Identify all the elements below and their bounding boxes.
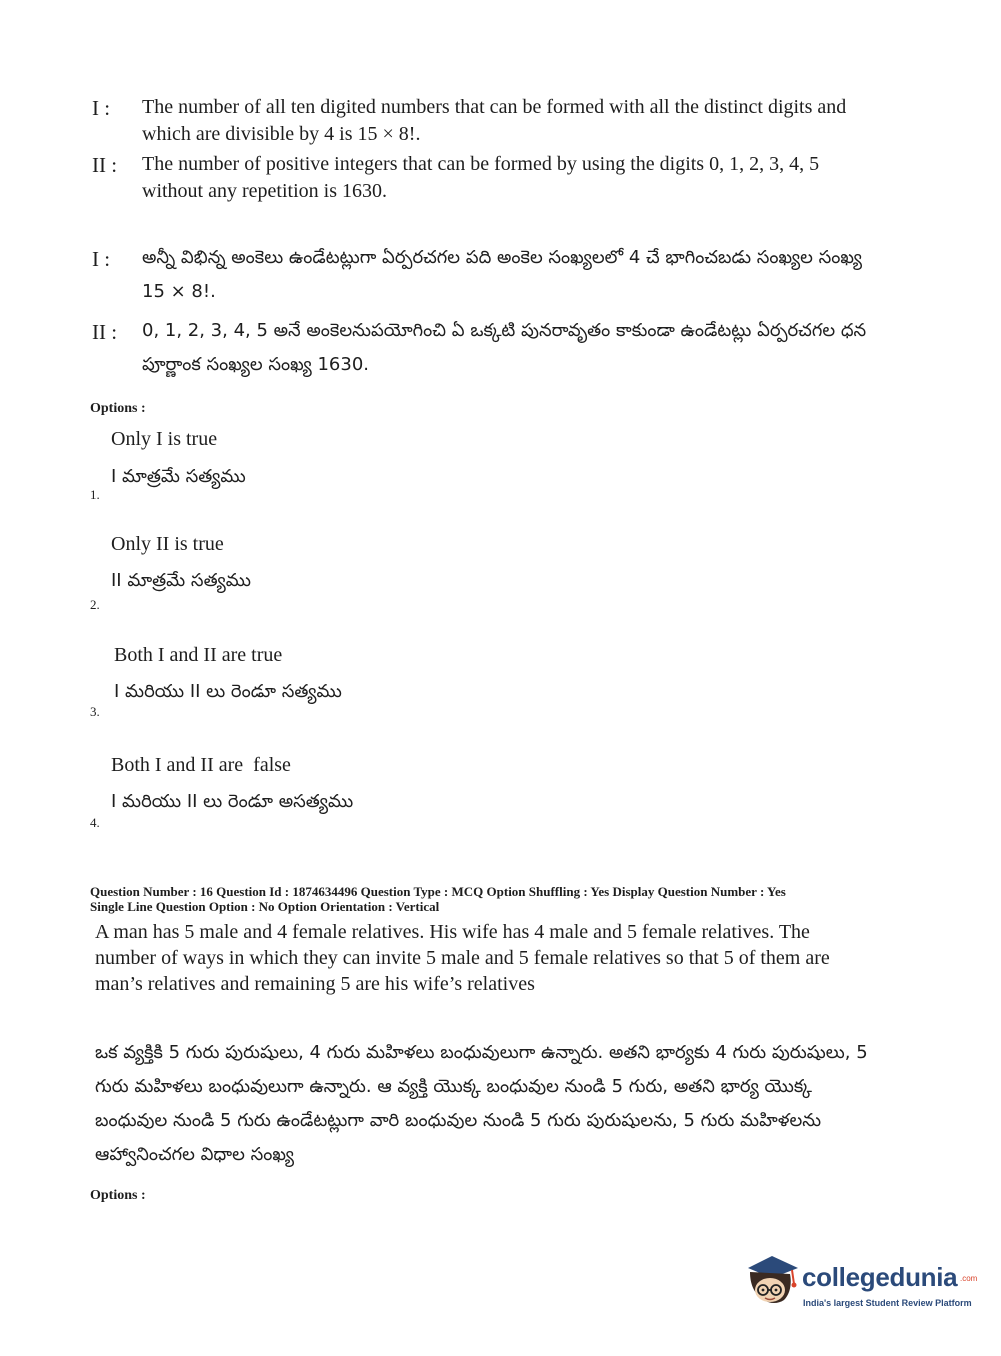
statement-2-te-label: II : [92,320,118,344]
option-2-te: II మాత్రమే సత్యము [111,570,251,591]
logo-name: collegedunia [802,1262,958,1292]
statement-1-label: I : [92,96,111,120]
question-16-meta-line1: Question Number : 16 Question Id : 1874634496 Question Type : MCQ Option Shuffling : Yes Display Question Number : Yes [90,884,786,899]
statement-1-text: The number of all ten digited numbers that can be formed with all the distinct digits and which are divisible by 4 is 15 × 8!. [142,96,847,145]
mascot-icon [740,1250,800,1310]
option-4-te: I మరియు II లు రెండూ అసత్యము [111,791,354,812]
option-2-number: 2. [90,597,100,612]
option-2-en: Only II is true [111,533,224,555]
option-4-en: Both I and II are false [111,754,291,776]
statement-1-te-label: I : [92,247,111,271]
logo-tagline: India's largest Student Review Platform [803,1298,972,1308]
option-3-number: 3. [90,704,100,719]
option-3-en: Both I and II are true [114,644,283,666]
collegedunia-logo [740,1250,978,1310]
statement-2-text: The number of positive integers that can be formed by using the digits 0, 1, 2, 3, 4, 5 without any repetition is 1630. [142,153,820,202]
option-1-te: I మాత్రమే సత్యము [111,466,246,487]
statement-2-te-text: 0, 1, 2, 3, 4, 5 అనే అంకెలనుపయోగించి ఏ ఒక్కటి పునరావృతం కాకుండా ఉండేటట్లు ఏర్పరచగల ధన పూర్ణాంక సంఖ్యల సంఖ్య 1630. [142,320,867,375]
option-3-te: I మరియు II లు రెండూ సత్యము [114,681,342,702]
options-heading: Options : [90,401,146,416]
logo-com: .com [960,1274,978,1283]
question-16-meta-line2: Single Line Question Option : No Option Orientation : Vertical [90,899,440,914]
option-4-number: 4. [90,815,100,830]
statement-1-te-text: అన్నీ విభిన్న అంకెలు ఉండేటట్లుగా ఏర్పరచగల పది అంకెల సంఖ్యలలో 4 చే భాగించబడు సంఖ్యల సంఖ్య 15 × 8!. [142,247,863,302]
question-16-meta [90,884,950,914]
option-1-en: Only I is true [111,428,218,450]
option-1-number: 1. [90,487,100,502]
question-16-text-te: ఒక వ్యక్తికి 5 గురు పురుషులు, 4 గురు మహిళలు బంధువులుగా ఉన్నారు. అతని భార్యకు 4 గురు పురుషులు, 5 గురు మహిళలు బంధువులుగా ఉన్నారు. ఆ వ్యక్తి యొక్క బంధువుల నుండి 5 గురు, అతని భార్య యొక్క బంధువుల నుండి 5 గురు ఉండేటట్లుగా వారి బంధువుల నుండి 5 గురు పురుషులను, 5 గురు మహిళలను ఆహ్వానించగల విధాల సంఖ్య [95,1042,868,1165]
statement-2-label: II : [92,153,118,177]
question-16-text-en: A man has 5 male and 4 female relatives. His wife has 4 male and 5 female relatives. The number of ways in which they can invite 5 male and 5 female relatives so that 5 of them are man’s relatives and remaining 5 are his wife’s relatives [95,921,830,995]
question-16-options-heading: Options : [90,1188,146,1203]
